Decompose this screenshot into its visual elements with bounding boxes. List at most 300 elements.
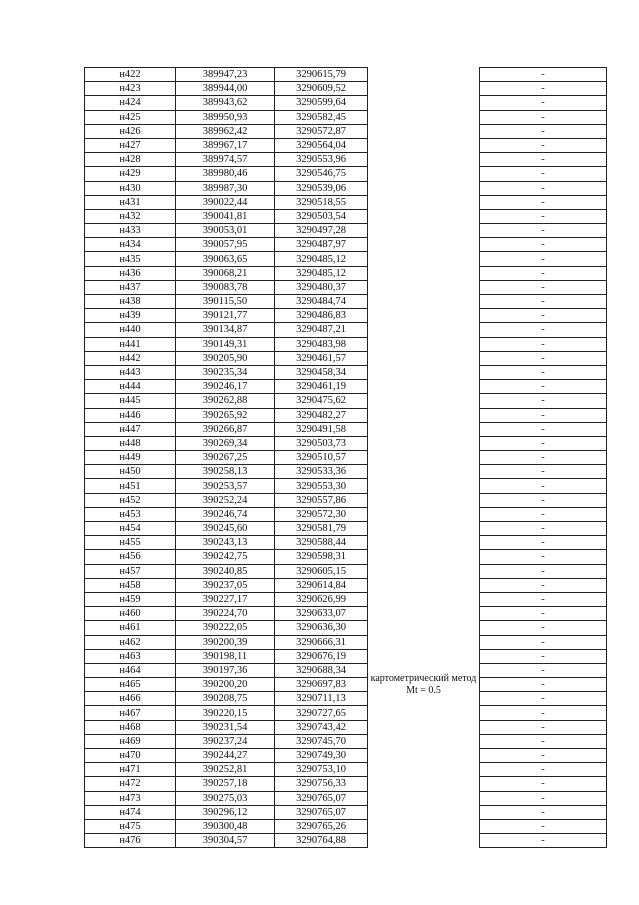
error-cell: - bbox=[480, 153, 607, 167]
y-coordinate-cell: 3290749,30 bbox=[275, 749, 368, 763]
point-name-cell: н446 bbox=[85, 408, 176, 422]
error-cell: - bbox=[480, 82, 607, 96]
table-row bbox=[85, 167, 607, 181]
x-coordinate-cell: 390258,13 bbox=[176, 465, 275, 479]
table-row bbox=[85, 536, 607, 550]
error-cell: - bbox=[480, 834, 607, 848]
table-row bbox=[85, 337, 607, 351]
point-name-cell: н474 bbox=[85, 805, 176, 819]
y-coordinate-cell: 3290688,34 bbox=[275, 663, 368, 677]
y-coordinate-cell: 3290553,30 bbox=[275, 479, 368, 493]
error-cell: - bbox=[480, 607, 607, 621]
y-coordinate-cell: 3290533,36 bbox=[275, 465, 368, 479]
method-cell-empty bbox=[368, 167, 480, 181]
point-name-cell: н430 bbox=[85, 181, 176, 195]
method-cell-empty bbox=[368, 507, 480, 521]
table-row bbox=[85, 68, 607, 82]
table-row bbox=[85, 763, 607, 777]
table-row bbox=[85, 408, 607, 422]
x-coordinate-cell: 390222,05 bbox=[176, 621, 275, 635]
x-coordinate-cell: 390240,85 bbox=[176, 564, 275, 578]
error-cell: - bbox=[480, 663, 607, 677]
error-cell: - bbox=[480, 380, 607, 394]
y-coordinate-cell: 3290503,54 bbox=[275, 209, 368, 223]
error-cell: - bbox=[480, 309, 607, 323]
x-coordinate-cell: 390253,57 bbox=[176, 479, 275, 493]
point-name-cell: н471 bbox=[85, 763, 176, 777]
method-cell-empty bbox=[368, 465, 480, 479]
table-row bbox=[85, 422, 607, 436]
y-coordinate-cell: 3290546,75 bbox=[275, 167, 368, 181]
error-cell: - bbox=[480, 422, 607, 436]
x-coordinate-cell: 390205,90 bbox=[176, 351, 275, 365]
point-name-cell: н452 bbox=[85, 493, 176, 507]
y-coordinate-cell: 3290756,33 bbox=[275, 777, 368, 791]
x-coordinate-cell: 390083,78 bbox=[176, 280, 275, 294]
table-row bbox=[85, 394, 607, 408]
y-coordinate-cell: 3290588,44 bbox=[275, 536, 368, 550]
point-name-cell: н456 bbox=[85, 550, 176, 564]
table-row bbox=[85, 578, 607, 592]
x-coordinate-cell: 390068,21 bbox=[176, 266, 275, 280]
error-cell: - bbox=[480, 266, 607, 280]
error-cell: - bbox=[480, 649, 607, 663]
x-coordinate-cell: 389974,57 bbox=[176, 153, 275, 167]
x-coordinate-cell: 390246,74 bbox=[176, 507, 275, 521]
table-row bbox=[85, 224, 607, 238]
error-cell: - bbox=[480, 295, 607, 309]
point-name-cell: н431 bbox=[85, 195, 176, 209]
y-coordinate-cell: 3290765,07 bbox=[275, 791, 368, 805]
table-row bbox=[85, 323, 607, 337]
table-row bbox=[85, 493, 607, 507]
table-row bbox=[85, 110, 607, 124]
point-name-cell: н448 bbox=[85, 436, 176, 450]
y-coordinate-cell: 3290626,99 bbox=[275, 592, 368, 606]
error-cell: - bbox=[480, 365, 607, 379]
coordinates-table-body bbox=[85, 68, 607, 848]
table-row bbox=[85, 238, 607, 252]
point-name-cell: н457 bbox=[85, 564, 176, 578]
x-coordinate-cell: 390237,24 bbox=[176, 734, 275, 748]
y-coordinate-cell: 3290482,27 bbox=[275, 408, 368, 422]
error-cell: - bbox=[480, 181, 607, 195]
error-cell: - bbox=[480, 720, 607, 734]
error-cell: - bbox=[480, 124, 607, 138]
point-name-cell: н429 bbox=[85, 167, 176, 181]
method-cell-empty bbox=[368, 124, 480, 138]
table-row bbox=[85, 550, 607, 564]
method-cell-empty bbox=[368, 436, 480, 450]
point-name-cell: н458 bbox=[85, 578, 176, 592]
table-row bbox=[85, 621, 607, 635]
x-coordinate-cell: 390057,95 bbox=[176, 238, 275, 252]
error-cell: - bbox=[480, 224, 607, 238]
y-coordinate-cell: 3290485,12 bbox=[275, 266, 368, 280]
table-row bbox=[85, 507, 607, 521]
table-row bbox=[85, 522, 607, 536]
table-row bbox=[85, 153, 607, 167]
y-coordinate-cell: 3290581,79 bbox=[275, 522, 368, 536]
x-coordinate-cell: 390197,36 bbox=[176, 663, 275, 677]
table-row bbox=[85, 720, 607, 734]
y-coordinate-cell: 3290518,55 bbox=[275, 195, 368, 209]
error-cell: - bbox=[480, 167, 607, 181]
y-coordinate-cell: 3290458,34 bbox=[275, 365, 368, 379]
point-name-cell: н426 bbox=[85, 124, 176, 138]
x-coordinate-cell: 390231,54 bbox=[176, 720, 275, 734]
table-row bbox=[85, 266, 607, 280]
table-row bbox=[85, 380, 607, 394]
table-row bbox=[85, 749, 607, 763]
point-name-cell: н427 bbox=[85, 138, 176, 152]
method-cell-empty bbox=[368, 224, 480, 238]
x-coordinate-cell: 389947,23 bbox=[176, 68, 275, 82]
method-cell-empty bbox=[368, 309, 480, 323]
y-coordinate-cell: 3290743,42 bbox=[275, 720, 368, 734]
x-coordinate-cell: 390275,03 bbox=[176, 791, 275, 805]
x-coordinate-cell: 389980,46 bbox=[176, 167, 275, 181]
error-cell: - bbox=[480, 394, 607, 408]
x-coordinate-cell: 390266,87 bbox=[176, 422, 275, 436]
y-coordinate-cell: 3290486,83 bbox=[275, 309, 368, 323]
table-row bbox=[85, 181, 607, 195]
table-row bbox=[85, 734, 607, 748]
y-coordinate-cell: 3290676,19 bbox=[275, 649, 368, 663]
error-cell: - bbox=[480, 138, 607, 152]
method-cell-empty bbox=[368, 380, 480, 394]
x-coordinate-cell: 390242,75 bbox=[176, 550, 275, 564]
table-row bbox=[85, 777, 607, 791]
y-coordinate-cell: 3290553,96 bbox=[275, 153, 368, 167]
table-row bbox=[85, 791, 607, 805]
point-name-cell: н444 bbox=[85, 380, 176, 394]
point-name-cell: н472 bbox=[85, 777, 176, 791]
error-cell: - bbox=[480, 777, 607, 791]
point-name-cell: н459 bbox=[85, 592, 176, 606]
coordinates-table bbox=[84, 67, 607, 848]
method-cell-empty bbox=[368, 295, 480, 309]
table-row bbox=[85, 209, 607, 223]
y-coordinate-cell: 3290487,97 bbox=[275, 238, 368, 252]
error-cell: - bbox=[480, 451, 607, 465]
error-cell: - bbox=[480, 96, 607, 110]
x-coordinate-cell: 389950,93 bbox=[176, 110, 275, 124]
y-coordinate-cell: 3290557,86 bbox=[275, 493, 368, 507]
table-row bbox=[85, 663, 607, 677]
y-coordinate-cell: 3290572,30 bbox=[275, 507, 368, 521]
table-row bbox=[85, 564, 607, 578]
method-cell-empty bbox=[368, 82, 480, 96]
y-coordinate-cell: 3290609,52 bbox=[275, 82, 368, 96]
error-cell: - bbox=[480, 238, 607, 252]
method-cell-empty bbox=[368, 68, 480, 82]
table-row bbox=[85, 635, 607, 649]
error-cell: - bbox=[480, 479, 607, 493]
y-coordinate-cell: 3290485,12 bbox=[275, 252, 368, 266]
y-coordinate-cell: 3290564,04 bbox=[275, 138, 368, 152]
point-name-cell: н460 bbox=[85, 607, 176, 621]
point-name-cell: н465 bbox=[85, 678, 176, 692]
point-name-cell: н423 bbox=[85, 82, 176, 96]
x-coordinate-cell: 390134,87 bbox=[176, 323, 275, 337]
table-row bbox=[85, 451, 607, 465]
error-cell: - bbox=[480, 209, 607, 223]
y-coordinate-cell: 3290484,74 bbox=[275, 295, 368, 309]
x-coordinate-cell: 390224,70 bbox=[176, 607, 275, 621]
point-name-cell: н438 bbox=[85, 295, 176, 309]
point-name-cell: н450 bbox=[85, 465, 176, 479]
table-row bbox=[85, 195, 607, 209]
x-coordinate-cell: 390300,48 bbox=[176, 819, 275, 833]
y-coordinate-cell: 3290572,87 bbox=[275, 124, 368, 138]
point-name-cell: н449 bbox=[85, 451, 176, 465]
error-cell: - bbox=[480, 578, 607, 592]
method-cell-empty bbox=[368, 110, 480, 124]
error-cell: - bbox=[480, 564, 607, 578]
method-cell-empty bbox=[368, 138, 480, 152]
error-cell: - bbox=[480, 763, 607, 777]
method-cell-empty bbox=[368, 96, 480, 110]
method-cell-empty bbox=[368, 408, 480, 422]
x-coordinate-cell: 390269,34 bbox=[176, 436, 275, 450]
point-name-cell: н443 bbox=[85, 365, 176, 379]
y-coordinate-cell: 3290605,15 bbox=[275, 564, 368, 578]
error-cell: - bbox=[480, 550, 607, 564]
error-cell: - bbox=[480, 252, 607, 266]
y-coordinate-cell: 3290598,31 bbox=[275, 550, 368, 564]
point-name-cell: н455 bbox=[85, 536, 176, 550]
y-coordinate-cell: 3290599,64 bbox=[275, 96, 368, 110]
point-name-cell: н437 bbox=[85, 280, 176, 294]
point-name-cell: н436 bbox=[85, 266, 176, 280]
x-coordinate-cell: 390262,88 bbox=[176, 394, 275, 408]
method-cell-empty bbox=[368, 153, 480, 167]
error-cell: - bbox=[480, 507, 607, 521]
table-row bbox=[85, 351, 607, 365]
x-coordinate-cell: 390243,13 bbox=[176, 536, 275, 550]
error-cell: - bbox=[480, 819, 607, 833]
y-coordinate-cell: 3290765,07 bbox=[275, 805, 368, 819]
y-coordinate-cell: 3290480,37 bbox=[275, 280, 368, 294]
point-name-cell: н468 bbox=[85, 720, 176, 734]
error-cell: - bbox=[480, 805, 607, 819]
error-cell: - bbox=[480, 408, 607, 422]
x-coordinate-cell: 390267,25 bbox=[176, 451, 275, 465]
error-cell: - bbox=[480, 351, 607, 365]
point-name-cell: н428 bbox=[85, 153, 176, 167]
table-row bbox=[85, 465, 607, 479]
y-coordinate-cell: 3290764,88 bbox=[275, 834, 368, 848]
x-coordinate-cell: 390296,12 bbox=[176, 805, 275, 819]
error-cell: - bbox=[480, 68, 607, 82]
x-coordinate-cell: 389967,17 bbox=[176, 138, 275, 152]
point-name-cell: н475 bbox=[85, 819, 176, 833]
x-coordinate-cell: 390063,65 bbox=[176, 252, 275, 266]
y-coordinate-cell: 3290503,73 bbox=[275, 436, 368, 450]
x-coordinate-cell: 390244,27 bbox=[176, 749, 275, 763]
point-name-cell: н473 bbox=[85, 791, 176, 805]
table-row bbox=[85, 592, 607, 606]
table-row bbox=[85, 436, 607, 450]
x-coordinate-cell: 390252,81 bbox=[176, 763, 275, 777]
table-row bbox=[85, 706, 607, 720]
point-name-cell: н461 bbox=[85, 621, 176, 635]
point-name-cell: н447 bbox=[85, 422, 176, 436]
x-coordinate-cell: 390198,11 bbox=[176, 649, 275, 663]
error-cell: - bbox=[480, 110, 607, 124]
x-coordinate-cell: 390115,50 bbox=[176, 295, 275, 309]
y-coordinate-cell: 3290615,79 bbox=[275, 68, 368, 82]
table-row bbox=[85, 124, 607, 138]
method-cell-empty bbox=[368, 181, 480, 195]
method-text: картометрический метод Mt = 0.5 bbox=[370, 672, 477, 696]
method-cell-empty bbox=[368, 351, 480, 365]
x-coordinate-cell: 390041,81 bbox=[176, 209, 275, 223]
point-name-cell: н451 bbox=[85, 479, 176, 493]
y-coordinate-cell: 3290633,07 bbox=[275, 607, 368, 621]
error-cell: - bbox=[480, 493, 607, 507]
error-cell: - bbox=[480, 323, 607, 337]
x-coordinate-cell: 390200,20 bbox=[176, 678, 275, 692]
y-coordinate-cell: 3290483,98 bbox=[275, 337, 368, 351]
point-name-cell: н432 bbox=[85, 209, 176, 223]
y-coordinate-cell: 3290711,13 bbox=[275, 692, 368, 706]
point-name-cell: н462 bbox=[85, 635, 176, 649]
y-coordinate-cell: 3290753,10 bbox=[275, 763, 368, 777]
method-cell-empty bbox=[368, 323, 480, 337]
table-row bbox=[85, 649, 607, 663]
x-coordinate-cell: 390257,18 bbox=[176, 777, 275, 791]
point-name-cell: н422 bbox=[85, 68, 176, 82]
x-coordinate-cell: 390200,39 bbox=[176, 635, 275, 649]
point-name-cell: н476 bbox=[85, 834, 176, 848]
x-coordinate-cell: 390237,05 bbox=[176, 578, 275, 592]
x-coordinate-cell: 390235,34 bbox=[176, 365, 275, 379]
y-coordinate-cell: 3290461,57 bbox=[275, 351, 368, 365]
x-coordinate-cell: 390252,24 bbox=[176, 493, 275, 507]
error-cell: - bbox=[480, 635, 607, 649]
method-cell-empty bbox=[368, 238, 480, 252]
error-cell: - bbox=[480, 734, 607, 748]
table-row bbox=[85, 479, 607, 493]
method-cell-empty bbox=[368, 195, 480, 209]
point-name-cell: н470 bbox=[85, 749, 176, 763]
point-name-cell: н464 bbox=[85, 663, 176, 677]
table-row bbox=[85, 96, 607, 110]
error-cell: - bbox=[480, 749, 607, 763]
point-name-cell: н434 bbox=[85, 238, 176, 252]
table-row bbox=[85, 365, 607, 379]
y-coordinate-cell: 3290475,62 bbox=[275, 394, 368, 408]
table-row bbox=[85, 834, 607, 848]
point-name-cell: н435 bbox=[85, 252, 176, 266]
x-coordinate-cell: 390227,17 bbox=[176, 592, 275, 606]
method-cell-empty bbox=[368, 365, 480, 379]
method-cell-empty bbox=[368, 280, 480, 294]
table-row bbox=[85, 295, 607, 309]
table-row bbox=[85, 138, 607, 152]
y-coordinate-cell: 3290539,06 bbox=[275, 181, 368, 195]
error-cell: - bbox=[480, 195, 607, 209]
error-cell: - bbox=[480, 692, 607, 706]
method-cell-empty bbox=[368, 394, 480, 408]
method-cell-empty bbox=[368, 451, 480, 465]
method-cell-empty bbox=[368, 209, 480, 223]
y-coordinate-cell: 3290727,65 bbox=[275, 706, 368, 720]
y-coordinate-cell: 3290497,28 bbox=[275, 224, 368, 238]
error-cell: - bbox=[480, 536, 607, 550]
table-row bbox=[85, 280, 607, 294]
x-coordinate-cell: 390149,31 bbox=[176, 337, 275, 351]
x-coordinate-cell: 390121,77 bbox=[176, 309, 275, 323]
y-coordinate-cell: 3290487,21 bbox=[275, 323, 368, 337]
error-cell: - bbox=[480, 592, 607, 606]
coordinates-sheet bbox=[84, 67, 603, 848]
y-coordinate-cell: 3290636,30 bbox=[275, 621, 368, 635]
table-row bbox=[85, 678, 607, 692]
x-coordinate-cell: 390265,92 bbox=[176, 408, 275, 422]
point-name-cell: н425 bbox=[85, 110, 176, 124]
method-cell-empty bbox=[368, 479, 480, 493]
point-name-cell: н424 bbox=[85, 96, 176, 110]
y-coordinate-cell: 3290582,45 bbox=[275, 110, 368, 124]
table-row bbox=[85, 309, 607, 323]
x-coordinate-cell: 390022,44 bbox=[176, 195, 275, 209]
table-row bbox=[85, 805, 607, 819]
point-name-cell: н442 bbox=[85, 351, 176, 365]
table-row bbox=[85, 692, 607, 706]
table-row bbox=[85, 82, 607, 96]
point-name-cell: н445 bbox=[85, 394, 176, 408]
x-coordinate-cell: 389943,62 bbox=[176, 96, 275, 110]
method-cell-empty bbox=[368, 266, 480, 280]
method-cell-empty bbox=[368, 422, 480, 436]
y-coordinate-cell: 3290461,19 bbox=[275, 380, 368, 394]
error-cell: - bbox=[480, 465, 607, 479]
table-row bbox=[85, 819, 607, 833]
y-coordinate-cell: 3290491,58 bbox=[275, 422, 368, 436]
y-coordinate-cell: 3290614,84 bbox=[275, 578, 368, 592]
error-cell: - bbox=[480, 522, 607, 536]
method-cell-empty bbox=[368, 493, 480, 507]
x-coordinate-cell: 389962,42 bbox=[176, 124, 275, 138]
x-coordinate-cell: 390053,01 bbox=[176, 224, 275, 238]
table-row bbox=[85, 607, 607, 621]
point-name-cell: н469 bbox=[85, 734, 176, 748]
x-coordinate-cell: 389987,30 bbox=[176, 181, 275, 195]
error-cell: - bbox=[480, 436, 607, 450]
y-coordinate-cell: 3290510,57 bbox=[275, 451, 368, 465]
point-name-cell: н453 bbox=[85, 507, 176, 521]
x-coordinate-cell: 390220,15 bbox=[176, 706, 275, 720]
error-cell: - bbox=[480, 621, 607, 635]
error-cell: - bbox=[480, 280, 607, 294]
table-row bbox=[85, 252, 607, 266]
method-cell-empty bbox=[368, 252, 480, 266]
y-coordinate-cell: 3290697,83 bbox=[275, 678, 368, 692]
point-name-cell: н439 bbox=[85, 309, 176, 323]
error-cell: - bbox=[480, 706, 607, 720]
y-coordinate-cell: 3290765,26 bbox=[275, 819, 368, 833]
method-cell bbox=[368, 522, 480, 848]
point-name-cell: н466 bbox=[85, 692, 176, 706]
x-coordinate-cell: 390246,17 bbox=[176, 380, 275, 394]
x-coordinate-cell: 390208,75 bbox=[176, 692, 275, 706]
error-cell: - bbox=[480, 337, 607, 351]
y-coordinate-cell: 3290745,70 bbox=[275, 734, 368, 748]
error-cell: - bbox=[480, 791, 607, 805]
